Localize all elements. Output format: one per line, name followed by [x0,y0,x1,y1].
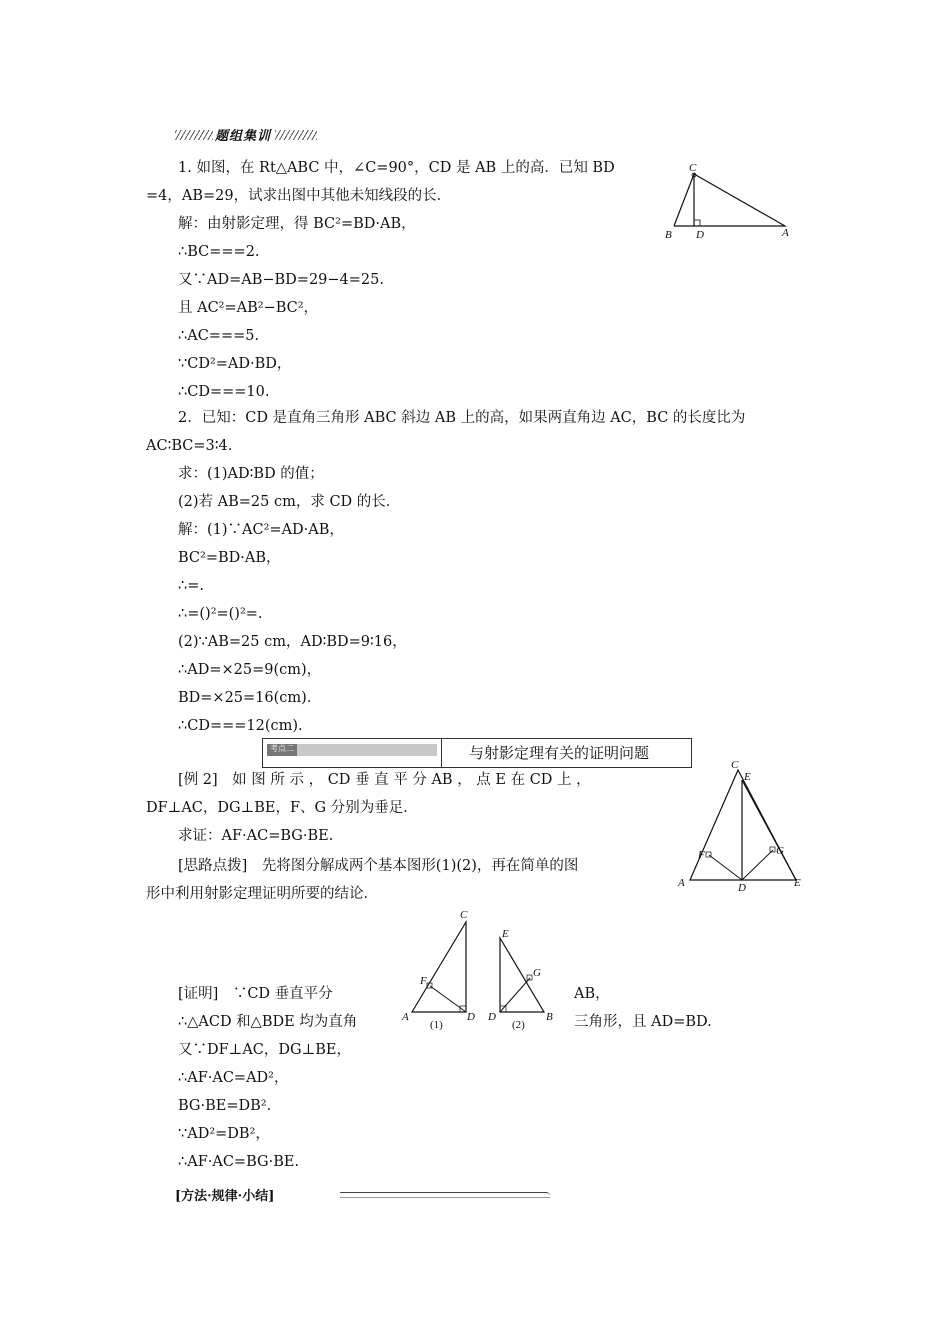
hatch-decoration-left [175,130,213,140]
topic-divider [441,739,442,767]
label-d: D [488,1011,496,1023]
problem-1-line: 又∵AD=AB−BD=29−4=25. [178,272,384,288]
label-c: C [689,162,697,174]
problem-2-line: ∴=. [178,578,204,594]
problem-1-line: 且 AC²=AB²−BC²， [178,300,319,316]
example-2-line: 形中利用射影定理证明所要的结论． [146,886,378,902]
label-g: G [533,967,541,979]
triangle-figure-1 [660,158,800,242]
label-f: F [420,975,427,987]
problem-1-line: 1. 如图，在 Rt△ABC 中，∠C=90°，CD 是 AB 上的高．已知 BD [178,160,615,176]
triangle-figure-proof-2 [484,924,564,1034]
problem-2-line: 解：(1)∵AC²=AD·AB， [178,522,344,538]
proof-line: ∴AF·AC=AD²， [178,1070,289,1086]
problem-1-line: ∴BC===2. [178,244,260,260]
example-2-line: 求证：AF·AC=BG·BE. [178,828,334,844]
label-d: D [696,229,704,241]
label-f: F [698,849,705,861]
label-c: C [731,759,739,771]
label-e-right: E [794,877,801,889]
proof-line: ∴△ACD 和△BDE 均为直角 [178,1014,358,1030]
hatch-decoration-right [275,130,317,140]
proof-line: ∴AF·AC=BG·BE. [178,1154,300,1170]
problem-1-line: =4，AB=29，试求出图中其他未知线段的长． [146,188,452,204]
topic-tag: 考点二 [267,744,437,756]
proof-line: ∵AD²=DB²， [178,1126,270,1142]
topic-title: 与射影定理有关的证明问题 [469,744,650,762]
caption-2: (2) [512,1019,525,1031]
problem-2-line: BD=×25=16(cm)． [178,690,322,706]
proof-line: BG·BE=DB². [178,1098,272,1114]
problem-2-line: AC∶BC=3∶4. [146,438,233,454]
example-2-line: [思路点拨] 先将图分解成两个基本图形(1)(2)，再在简单的图 [178,858,579,874]
label-g: G [776,845,784,857]
problem-1-line: ∴AC===5. [178,328,260,344]
summary-rule [340,1192,550,1198]
section-header-title: 题组集训 [215,129,272,144]
problem-2-line: ∴AD=×25=9(cm)， [178,662,322,678]
problem-2-line: ∴=()²=()²=. [178,606,263,622]
proof-line: 三角形，且 AD=BD. [574,1014,712,1030]
proof-line: AB， [574,986,610,1002]
label-e: E [744,771,751,783]
label-b: B [546,1011,553,1023]
problem-2-line: ∴CD===12(cm). [178,718,303,734]
label-b: B [665,229,672,241]
problem-1-line: ∵CD²=AD·BD， [178,356,292,372]
triangle-figure-proof-1 [398,906,488,1034]
label-c: C [460,909,468,921]
section-header [175,127,317,143]
label-d: D [467,1011,475,1023]
proof-line: 又∵DF⊥AC，DG⊥BE， [178,1042,351,1058]
proof-line: [证明] ∵CD 垂直平分 [178,986,333,1002]
label-a: A [782,227,789,239]
label-e: E [502,928,509,940]
caption-1: (1) [430,1019,443,1031]
example-2-line: DF⊥AC，DG⊥BE，F、G 分别为垂足． [146,800,418,816]
problem-2-line: (2)若 AB=25 cm，求 CD 的长． [178,494,401,510]
problem-2-line: 求：(1)AD∶BD 的值； [178,466,324,482]
label-d: D [738,882,746,892]
problem-1-line: ∴CD===10. [178,384,270,400]
topic-heading-box [262,738,692,768]
problem-2-line: (2)∵AB=25 cm，AD∶BD=9∶16， [178,634,407,650]
problem-2-line: BC²=BD·AB， [178,550,281,566]
label-a: A [678,877,685,889]
summary-title: [方法·规律·小结] [175,1189,275,1204]
problem-2-line: 2．已知：CD 是直角三角形 ABC 斜边 AB 上的高，如果两直角边 AC，BC 的长度比为 [178,410,746,426]
triangle-figure-example-2 [676,758,804,892]
label-a: A [402,1011,409,1023]
example-2-line: [例 2] 如 图 所 示 ， CD 垂 直 平 分 AB ， 点 E 在 CD 上 ， [178,772,591,788]
problem-1-line: 解：由射影定理，得 BC²=BD·AB， [178,216,416,232]
